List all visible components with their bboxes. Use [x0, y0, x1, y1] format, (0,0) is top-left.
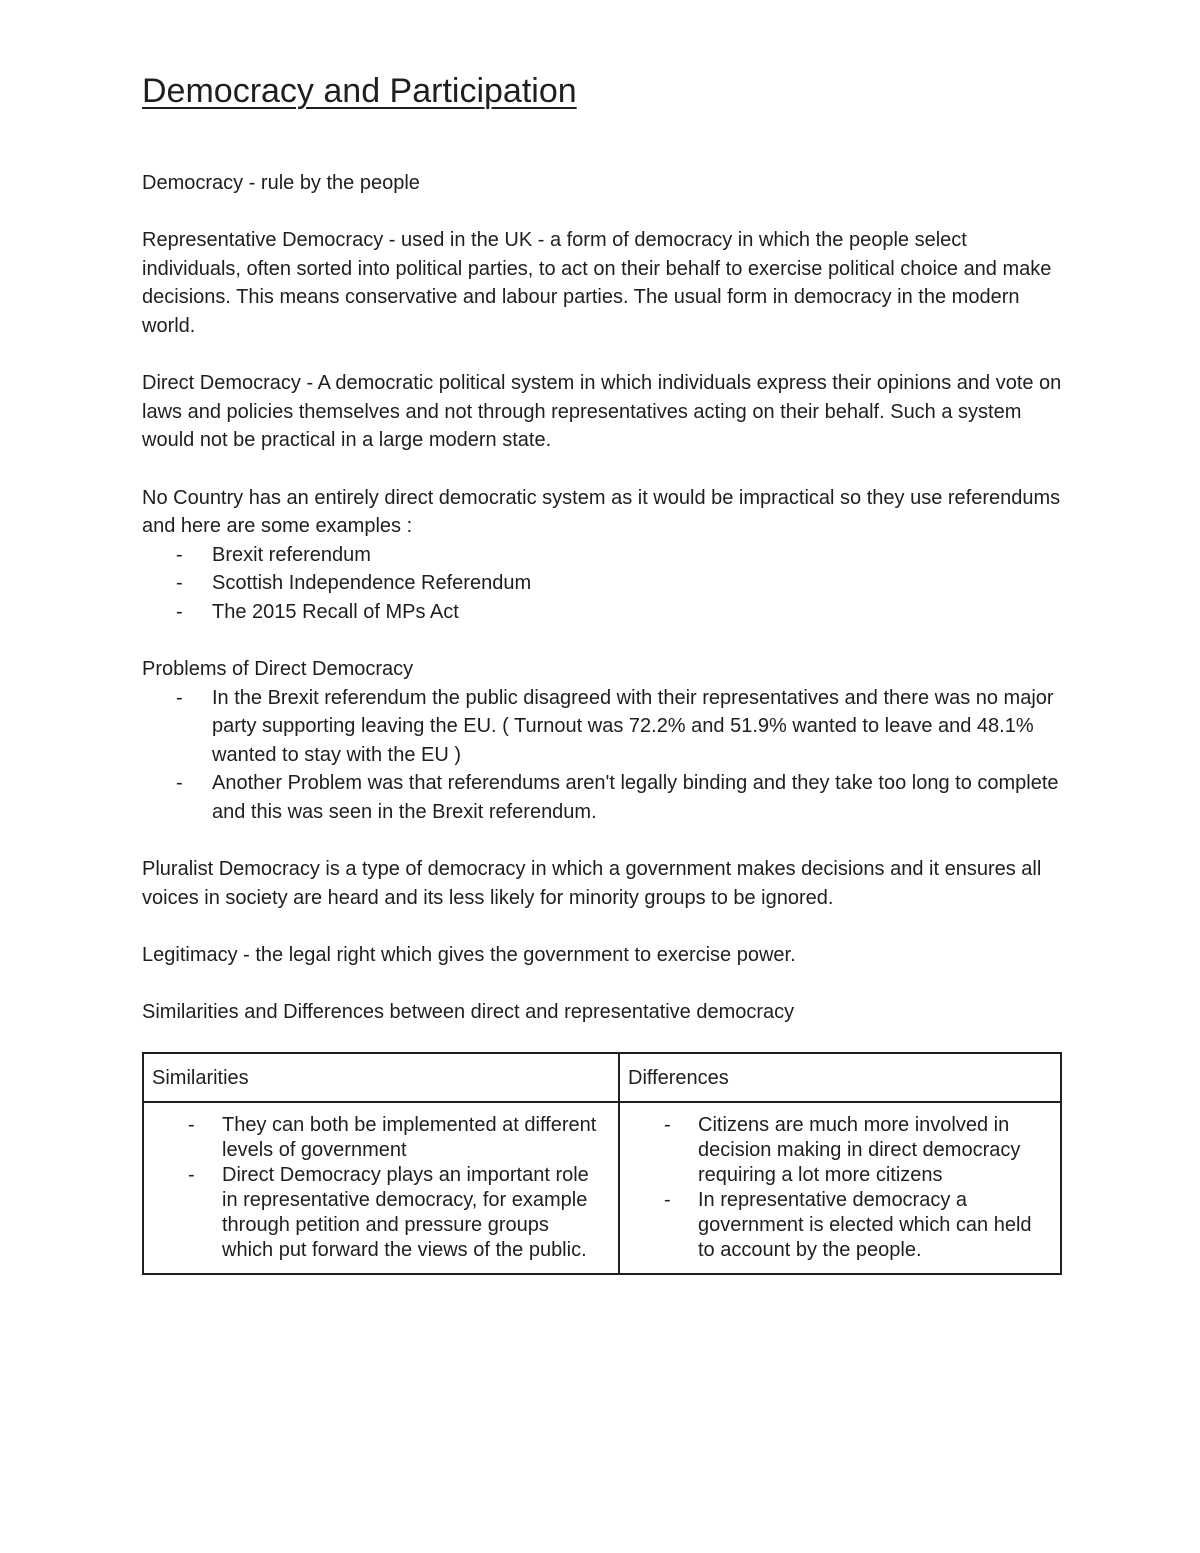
democracy-definition: Democracy - rule by the people [142, 172, 420, 194]
list-item [142, 684, 1062, 770]
list-item [142, 769, 1062, 826]
referendum-examples-list [142, 541, 1062, 627]
list-item [142, 541, 1062, 570]
list-item-text: The 2015 Recall of MPs Act [212, 600, 459, 623]
pluralist-democracy-definition: Pluralist Democracy is a type of democracy in which a government makes decisions and it ensures all voices in society are heard and its less likely for minority groups to be ignored. [142, 858, 1042, 909]
dash-bullet: - [664, 1189, 671, 1211]
table-header-row [143, 1053, 1061, 1102]
similarities-list [152, 1113, 610, 1263]
list-item [152, 1163, 610, 1263]
list-item-text: In representative democracy a government is elected which can held to account by the people. [698, 1189, 1032, 1261]
list-item-text: Scottish Independence Referendum [212, 572, 532, 595]
similarities-column-header: Similarities [143, 1053, 619, 1102]
dash-bullet: - [176, 772, 183, 795]
dash-bullet: - [664, 1114, 671, 1136]
list-item [142, 569, 1062, 598]
dash-bullet: - [176, 686, 183, 709]
list-item-text: Another Problem was that referendums aren't legally binding and they take too long to complete and this was seen in the Brexit referendum. [212, 772, 1059, 824]
document-body [142, 169, 1062, 1055]
dash-bullet: - [188, 1114, 195, 1136]
list-item-text: Brexit referendum [212, 543, 371, 566]
list-item-text: They can both be implemented at different levels of government [222, 1114, 597, 1161]
dash-bullet: - [176, 543, 183, 566]
list-item-text: Direct Democracy plays an important role in representative democracy, for example through petition and pressure groups which put forward the views of the public. [222, 1164, 589, 1261]
list-item-text: Citizens are much more involved in decision making in direct democracy requiring a lot more citizens [698, 1114, 1021, 1186]
differences-cell [619, 1102, 1061, 1274]
comparison-table [142, 1052, 1062, 1275]
comparison-heading: Similarities and Differences between direct and representative democracy [142, 1001, 795, 1024]
list-item [628, 1113, 1052, 1188]
similarities-cell [143, 1102, 619, 1274]
direct-democracy-definition: Direct Democracy - A democratic political system in which individuals express their opinions and vote on laws and policies themselves and not through representatives acting on their behalf. Such a system would not be practical in a large modern state. [142, 372, 1062, 452]
problems-list [142, 684, 1062, 827]
page-title: Democracy and Participation [142, 72, 577, 110]
referendums-intro: No Country has an entirely direct democratic system as it would be impractical so they use referendums and here are some examples : [142, 486, 1061, 538]
problems-heading: Problems of Direct Democracy [142, 658, 414, 681]
dash-bullet: - [176, 572, 183, 595]
representative-democracy-definition: Representative Democracy - used in the UK - a form of democracy in which the people select individuals, often sorted into political parties, to act on their behalf to exercise political choice and make decisions. This means conservative and labour parties. The usual form in democracy in the modern world. [142, 229, 1052, 337]
list-item [152, 1113, 610, 1163]
legitimacy-definition: Legitimacy - the legal right which gives the government to exercise power. [142, 944, 796, 967]
list-item [142, 598, 1062, 627]
differences-column-header: Differences [619, 1053, 1061, 1102]
differences-list [628, 1113, 1052, 1263]
table-row [143, 1102, 1061, 1274]
dash-bullet: - [176, 600, 183, 623]
list-item-text: In the Brexit referendum the public disagreed with their representatives and there was no major party supporting leaving the EU. ( Turnout was 72.2% and 51.9% wanted to leave and 48.1% wanted to stay with the EU ) [212, 686, 1054, 766]
dash-bullet: - [188, 1164, 195, 1186]
list-item [628, 1188, 1052, 1263]
